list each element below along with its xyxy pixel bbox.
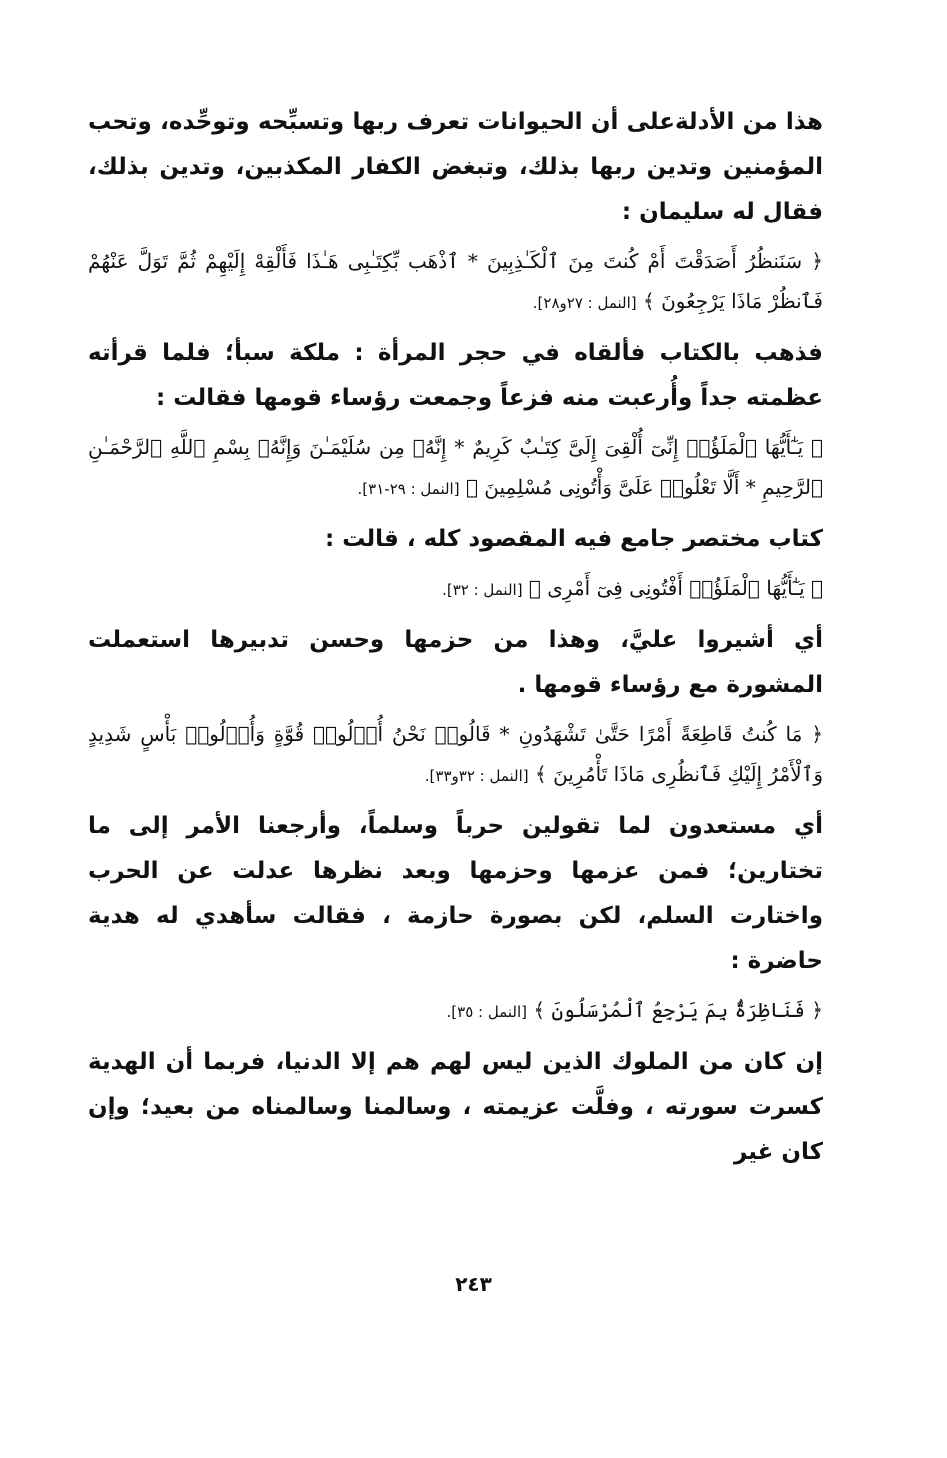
quran-quote-1	[88, 241, 823, 323]
quote-text: ﴿ يَـٰٓأَيُّهَا ٱلْمَلَؤُا۟ أَفْتُونِى فِىٓ أَمْرِى ﴾	[528, 576, 823, 600]
quote-text: ﴿ مَا كُنتُ قَاطِعَةً أَمْرًا حَتَّىٰ تَشْهَدُونِ * قَالُوا۟ نَحْنُ أُو۟لُوا۟ قُوَّةٍ وَأُو۟لُوا۟ بَأْسٍ شَدِيدٍ وَٱلْأَمْرُ إِلَيْكِ فَٱنظُرِى مَاذَا تَأْمُرِينَ ﴾	[88, 722, 823, 786]
quote-reference: [النمل : ٣٢].	[442, 581, 523, 599]
quote-reference: [النمل : ٣٥].	[446, 1003, 528, 1021]
quran-quote-4	[88, 714, 823, 796]
paragraph-6: إن كان من الملوك الذين ليس لهم هم إلا الدنيا، فربما أن الهدية كسرت سورته ، وفلَّت عزيمته ، وسالمنا وسالمناه من بعيد؛ وإن كان غير	[88, 1049, 823, 1165]
page-body	[88, 100, 823, 1181]
quote-reference: [النمل : ٢٧و٢٨].	[532, 294, 637, 312]
quote-text: ﴿ سَنَنظُرُ أَصَدَقْتَ أَمْ كُنتَ مِنَ ٱلْكَـٰذِبِينَ * ٱذْهَب بِّكِتَـٰبِى هَـٰذَا فَأَلْقِهْ إِلَيْهِمْ ثُمَّ تَوَلَّ عَنْهُمْ فَٱنظُرْ مَاذَا يَرْجِعُونَ ﴾	[88, 249, 823, 313]
quran-quote-5	[88, 990, 823, 1032]
paragraph-3: كتاب مختصر جامع فيه المقصود كله ، قالت :	[324, 526, 823, 552]
quote-text: ﴿ يَـٰٓأَيُّهَا ٱلْمَلَؤُا۟ إِنِّىٓ أُلْقِىَ إِلَىَّ كِتَـٰبٌ كَرِيمٌ * إِنَّهُۥ مِن سُلَيْمَـٰنَ وَإِنَّهُۥ بِسْمِ ٱللَّهِ ٱلرَّحْمَـٰنِ ٱلرَّحِيمِ * أَلَّا تَعْلُوا۟ عَلَىَّ وَأْتُونِى مُسْلِمِينَ ﴾	[88, 435, 823, 499]
paragraph-1: هذا من الأدلةعلى أن الحيوانات تعرف ربها وتسبِّحه وتوحِّده، وتحب المؤمنين وتدين ربها بذلك، وتبغض الكفار المكذبين، وتدين بذلك، فقال له سليمان :	[88, 109, 823, 225]
quote-reference: [النمل : ٣٢و٣٣].	[424, 767, 529, 785]
quote-reference: [النمل : ٢٩-٣١].	[357, 480, 460, 498]
quran-quote-3	[88, 568, 823, 610]
paragraph-5: أي مستعدون لما تقولين حرباً وسلماً، وأرجعنا الأمر إلى ما تختارين؛ فمن عزمها وحزمها وبعد نظرها عدلت عن الحرب واختارت السلم، لكن بصورة حازمة ، فقالت سأهدي له هدية حاضرة :	[88, 813, 823, 974]
paragraph-2: فذهب بالكتاب فألقاه في حجر المرأة : ملكة سبأ؛ فلما قرأته عظمته جداً وأُرعبت منه فزعاً وجمعت رؤساء قومها فقالت :	[88, 340, 823, 411]
quran-quote-2	[88, 427, 823, 509]
paragraph-4: أي أشيروا عليَّ، وهذا من حزمها وحسن تدبيرها استعملت المشورة مع رؤساء قومها .	[88, 627, 823, 698]
page-number: ٢٤٣	[455, 1272, 492, 1296]
quote-text: ﴿ فَنَاظِرَةٌۢ بِمَ يَرْجِعُ ٱلْمُرْسَلُونَ ﴾	[533, 998, 823, 1022]
